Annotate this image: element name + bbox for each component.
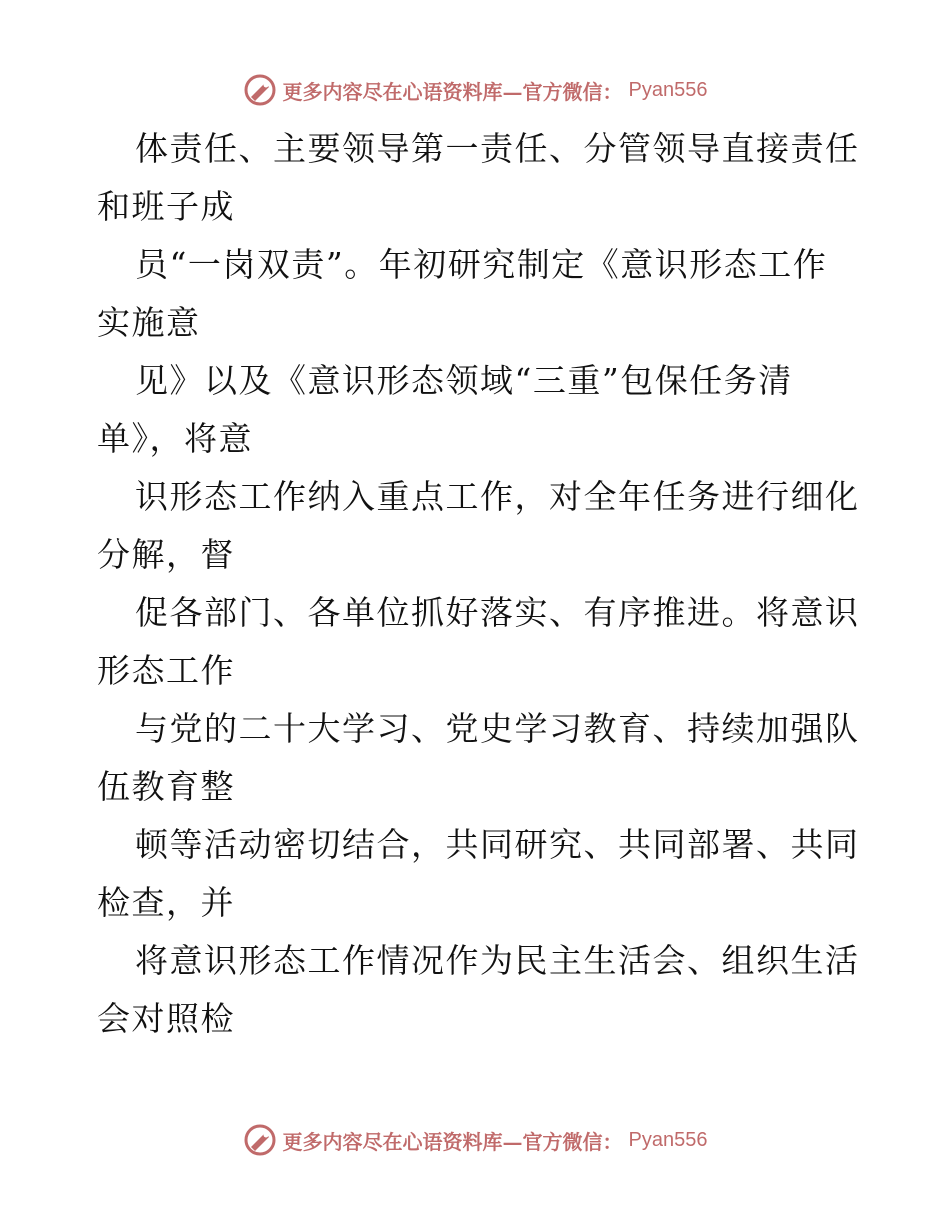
text-line: 分解，督 bbox=[97, 535, 235, 574]
text-line: 会对照检 bbox=[97, 999, 235, 1038]
text-line: 员“一岗双责”。年初研究制定《意识形态工作 bbox=[135, 245, 828, 284]
header-watermark bbox=[0, 70, 950, 110]
watermark-text: 更多内容尽在心语资料库—官方微信： bbox=[282, 1129, 623, 1154]
document-body bbox=[97, 120, 860, 1048]
watermark-account: Pyan556 bbox=[628, 1128, 708, 1151]
footer-watermark bbox=[0, 1120, 950, 1160]
text-line: 伍教育整 bbox=[97, 767, 235, 806]
watermark-account: Pyan556 bbox=[628, 78, 708, 101]
watermark-text: 更多内容尽在心语资料库—官方微信： bbox=[282, 79, 623, 104]
text-line: 识形态工作纳入重点工作，对全年任务进行细化 bbox=[135, 477, 860, 516]
text-line: 促各部门、各单位抓好落实、有序推进。将意识 bbox=[135, 593, 860, 632]
pen-nib-seal-icon bbox=[243, 1123, 277, 1157]
text-line: 顿等活动密切结合，共同研究、共同部署、共同 bbox=[135, 825, 860, 864]
text-line: 实施意 bbox=[97, 303, 201, 342]
text-line: 形态工作 bbox=[97, 651, 235, 690]
pen-nib-seal-icon bbox=[243, 73, 277, 107]
text-line: 检查，并 bbox=[97, 883, 235, 922]
text-line: 体责任、主要领导第一责任、分管领导直接责任 bbox=[135, 129, 860, 168]
text-line: 和班子成 bbox=[97, 187, 235, 226]
text-line: 见》以及《意识形态领域“三重”包保任务清 bbox=[135, 361, 793, 400]
text-line: 将意识形态工作情况作为民主生活会、组织生活 bbox=[135, 941, 860, 980]
text-line: 与党的二十大学习、党史学习教育、持续加强队 bbox=[135, 709, 860, 748]
text-line: 单》，将意 bbox=[97, 419, 253, 458]
